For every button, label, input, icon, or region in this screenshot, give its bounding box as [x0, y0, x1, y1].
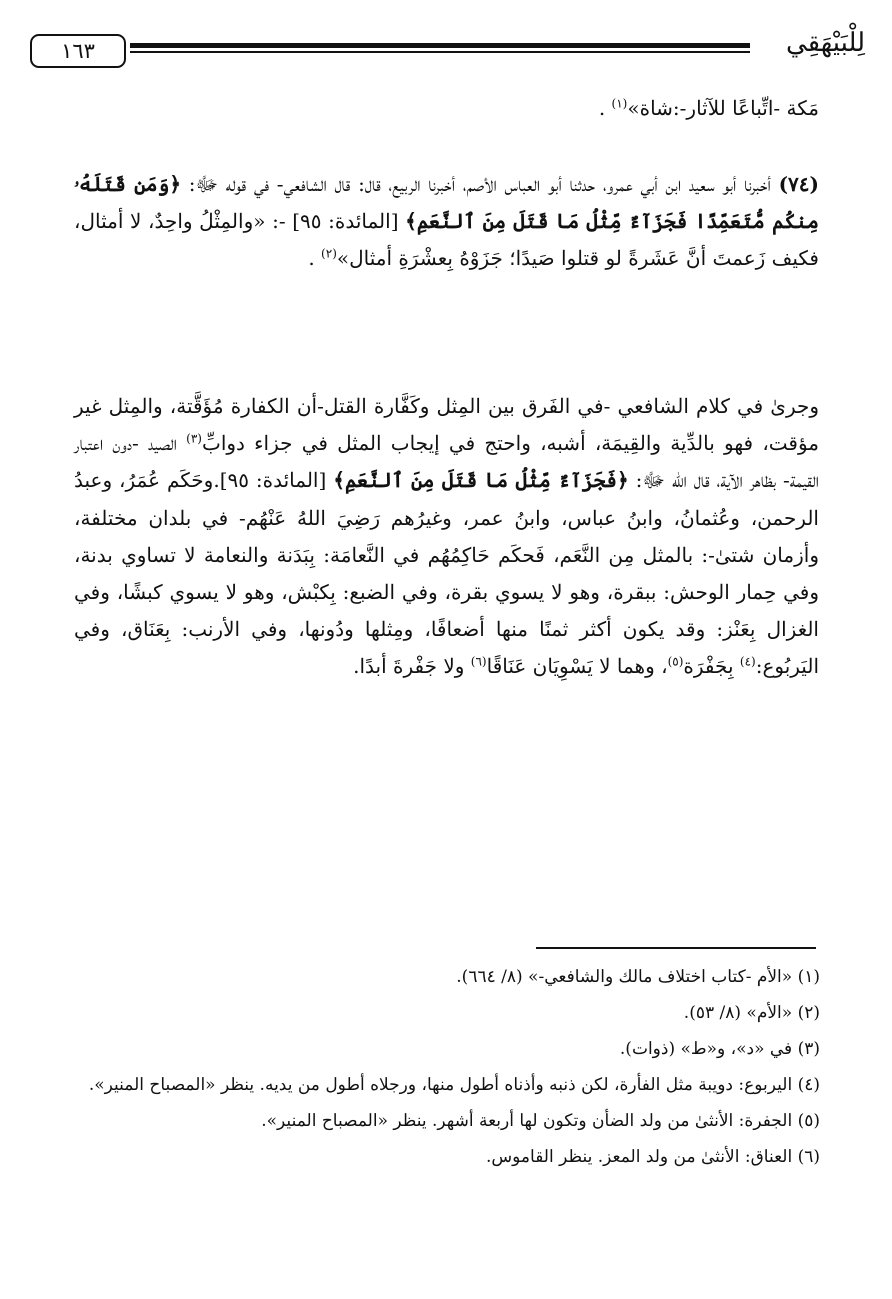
page-header [30, 28, 865, 68]
header-rule-thick [130, 43, 750, 48]
footnotes-list [60, 962, 820, 1178]
p2-end: . [308, 246, 315, 271]
p2-text-a: أخبرنا أبو سعيد ابن أبي عمرو، حدثنا أبو العباس الأصم، أخبرنا الربيع، قال: قال الشافعي- في قوله ﷻ: [188, 172, 771, 196]
footnote-6: (٦) العناق: الأنثىٰ من ولد المعز. ينظر القاموس. [485, 1147, 820, 1167]
paragraph-discussion [74, 388, 819, 686]
footnote-ref-4: (٤) [739, 654, 756, 669]
p3-text-d: بِجَفْرَة [683, 654, 734, 679]
footnote-ref-3: (٣) [186, 431, 202, 446]
footnote-ref-1: (١) [611, 96, 628, 111]
p3-text-f: ولا جَفْرةَ أبدًا. [353, 654, 465, 679]
p1-text: مَكة -اتِّباعًا للآثار-:شاة» [627, 96, 819, 120]
running-title: لِلْبَيْهَقِي [785, 28, 865, 58]
footnote-separator [536, 947, 816, 949]
footnote-5: (٥) الجفرة: الأنثىٰ من ولد الضأن وتكون لها أربعة أشهر. ينظر «المصباح المنير». [261, 1111, 820, 1131]
p3-text-a: وجرىٰ في كلام الشافعي -في الفَرق بين المِثل وكَفَّارة القتل-أن الكفارة مُؤَقَّتة، والمِثل غير مؤقت، فهو بالدِّية والقِيمَة، أشبه، واحتج في إيجاب المثل في جزاء دوابِّ [74, 394, 820, 456]
footnote-4: (٤) اليربوع: دويبة مثل الفأرة، لكن ذنبه وأذناه أطول منها، ورجلاه أطول من يديه. ينظر «المصباح المنير». [88, 1075, 820, 1095]
footnote-1: (١) «الأم -كتاب اختلاف مالك والشافعي-» (٨/ ٦٦٤). [456, 967, 820, 987]
page-number: ١٦٣ [30, 34, 126, 68]
p3-text-e: ، وهما لا يَسْوِيَان عَنَاقًا [486, 654, 668, 679]
footnote-ref-6: (٦) [470, 654, 487, 669]
header-rule-thin [130, 51, 750, 53]
footnote-3: (٣) في «د»، و«ط» (ذوات). [619, 1039, 820, 1059]
p3-text-c: [المائدة: ٩٥].وحَكَم عُمَرُ، وعبدُ الرحمن، وعُثمانُ، وابنُ عباس، وابنُ عمر، وغيرُهم رَضِيَ اللهُ عَنْهُم- في بلدان مختلفة، وأزمان شتىٰ-: بالمثل مِن النَّعَم، فَحكَم حَاكِمُهُم في النَّعامَة: بِبَدَنة والنعامة لا تساوي بدنة، وفي حِمار الوحش: ببقرة، وهو لا يسوي بقرة، وفي الضبع: بِكبْش، وهو لا يسوي كبشًا، وفي الغزال بِعَنْز: وقد يكون أكثر ثمنًا منها أضعافًا، ومِثلها ودُونها، وفي الأرنب: بِعَنَاق، وفي اليَربُوع: [74, 468, 819, 679]
p3-text-b: الصيد -دون اعتبار القيمة- بظاهر الآية، قال الله ﷻ: [74, 431, 819, 493]
quran-verse-1: ﴿وَمَن قَتَلَهُۥ مِنكُم مُّتَعَمِّدًا فَجَزَآءٌ مِّثْلُ مَا قَتَلَ مِنَ ٱلنَّعَمِ﴾ [74, 172, 819, 234]
paragraph-number: (٧٤) [778, 172, 819, 196]
footnote-ref-2: (٢) [321, 246, 337, 261]
p1-end: . [598, 96, 606, 120]
paragraph-74 [74, 166, 819, 278]
footnote-ref-5: (٥) [667, 654, 684, 669]
quran-verse-2: ﴿فَجَزَآءٌ مِّثْلُ مَا قَتَلَ مِنَ ٱلنَّعَمِ﴾ [333, 468, 629, 493]
p2-text-b: [المائدة: ٩٥] -: «والمِثْلُ واحِدٌ، لا أمثال، فكيف زَعمتَ أنَّ عَشَرةً لو قتلوا صَيدًا؛ جَزَوْهُ بِعشْرَةِ أمثال» [74, 209, 819, 271]
footnote-2: (٢) «الأم» (٨/ ٥٣). [683, 1003, 820, 1023]
paragraph-continuation [74, 90, 819, 127]
